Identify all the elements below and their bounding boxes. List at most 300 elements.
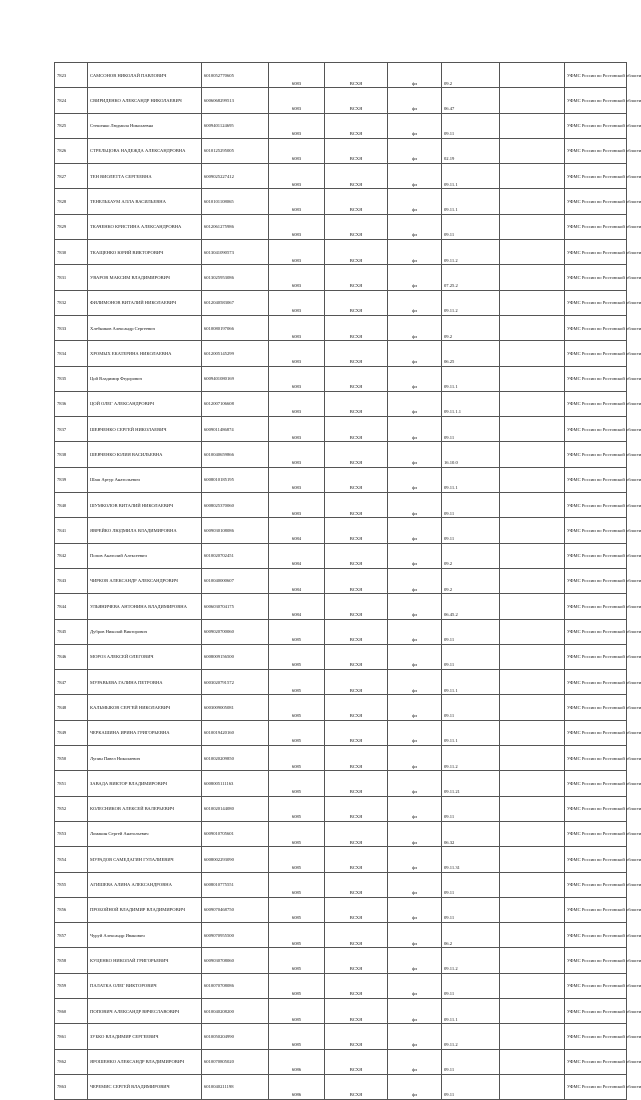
person-name: Попов Анатолий Алексеевич	[88, 543, 202, 568]
issuing-authority: УФМС России по Ростовской области	[565, 417, 627, 442]
section-code: ВСХЯ	[325, 872, 388, 897]
person-type: фл	[388, 670, 442, 695]
row-number: 7850	[55, 746, 88, 771]
person-name: КУЦЕНКО НИКОЛАЙ ГРИГОРЬЕВИЧ	[88, 948, 202, 973]
table-row	[55, 644, 627, 669]
empty-cell	[500, 948, 565, 973]
row-number: 7862	[55, 1049, 88, 1074]
person-type: фл	[388, 315, 442, 340]
division-code: 6085	[269, 720, 325, 745]
person-name: СВИРИДЕНКО АЛЕКСАНДР НИКОЛАЕВИЧ	[88, 88, 202, 113]
issuing-authority: УФМС России по Ростовской области	[565, 189, 627, 214]
document-number: 6012005145299	[202, 341, 269, 366]
table-row	[55, 568, 627, 593]
section-code: ВСХЯ	[325, 214, 388, 239]
issuing-authority: УФМС России по Ростовской области	[565, 821, 627, 846]
empty-cell	[500, 720, 565, 745]
document-number: 6009030108086	[202, 518, 269, 543]
person-type: фл	[388, 493, 442, 518]
division-code: 6085	[269, 923, 325, 948]
empty-cell	[500, 568, 565, 593]
document-number: 6010101108065	[202, 189, 269, 214]
table-row	[55, 341, 627, 366]
table-row	[55, 720, 627, 745]
row-number: 7855	[55, 872, 88, 897]
person-name: ФИЛИМОНОВ ВИТАЛИЙ НИКОЛАЕВИЧ	[88, 290, 202, 315]
issuing-authority: УФМС России по Ростовской области	[565, 366, 627, 391]
issuing-authority: УФМС России по Ростовской области	[565, 670, 627, 695]
document-number: 6013041090573	[202, 240, 269, 265]
table-row	[55, 619, 627, 644]
section-code: ВСХЯ	[325, 391, 388, 416]
article-code: 06.45.2	[442, 594, 500, 619]
table-row	[55, 948, 627, 973]
document-number: 6012061275986	[202, 214, 269, 239]
section-code: ВСХЯ	[325, 164, 388, 189]
row-number: 7849	[55, 720, 88, 745]
document-number: 6010040000607	[202, 568, 269, 593]
row-number: 7847	[55, 670, 88, 695]
table-row	[55, 63, 627, 88]
division-code: 6085	[269, 897, 325, 922]
person-name: ТКАЩЕНКО ЮРИЙ ВИКТОРОВИЧ	[88, 240, 202, 265]
empty-cell	[500, 189, 565, 214]
document-number: 6009070955500	[202, 923, 269, 948]
table-row	[55, 366, 627, 391]
row-number: 7863	[55, 1074, 88, 1099]
article-code: 06.25	[442, 341, 500, 366]
article-code: 09.2	[442, 543, 500, 568]
issuing-authority: УФМС России по Ростовской области	[565, 493, 627, 518]
section-code: ВСХЯ	[325, 113, 388, 138]
row-number: 7826	[55, 138, 88, 163]
article-code: 09.11	[442, 973, 500, 998]
person-type: фл	[388, 189, 442, 214]
issuing-authority: УФМС России по Ростовской области	[565, 63, 627, 88]
article-code: 09.11.31	[442, 847, 500, 872]
table-row	[55, 240, 627, 265]
empty-cell	[500, 240, 565, 265]
section-code: ВСХЯ	[325, 88, 388, 113]
issuing-authority: УФМС России по Ростовской области	[565, 1074, 627, 1099]
article-code: 09.11.2	[442, 240, 500, 265]
person-type: фл	[388, 1049, 442, 1074]
row-number: 7837	[55, 417, 88, 442]
article-code: 02.19	[442, 138, 500, 163]
empty-cell	[500, 1024, 565, 1049]
section-code: ВСХЯ	[325, 442, 388, 467]
row-number: 7831	[55, 265, 88, 290]
table-row	[55, 493, 627, 518]
article-code: 09.11	[442, 619, 500, 644]
empty-cell	[500, 391, 565, 416]
division-code: 6084	[269, 594, 325, 619]
section-code: ВСХЯ	[325, 290, 388, 315]
division-code: 6086	[269, 1049, 325, 1074]
person-type: фл	[388, 341, 442, 366]
person-type: фл	[388, 442, 442, 467]
empty-cell	[500, 63, 565, 88]
article-code: 06.2	[442, 923, 500, 948]
person-type: фл	[388, 973, 442, 998]
row-number: 7824	[55, 88, 88, 113]
section-code: ВСХЯ	[325, 670, 388, 695]
article-code: 09.11	[442, 518, 500, 543]
division-code: 6085	[269, 821, 325, 846]
document-number: 6010020144080	[202, 796, 269, 821]
section-code: ВСХЯ	[325, 897, 388, 922]
empty-cell	[500, 1074, 565, 1099]
section-code: ВСХЯ	[325, 543, 388, 568]
division-code: 6083	[269, 164, 325, 189]
person-type: фл	[388, 847, 442, 872]
document-number: 6010020702451	[202, 543, 269, 568]
division-code: 6083	[269, 391, 325, 416]
document-number: 6010080197066	[202, 315, 269, 340]
section-code: ВСХЯ	[325, 366, 388, 391]
table-row	[55, 164, 627, 189]
person-name: МУРАДОВ САМЕДАГИН ГУЛАЛИЕВИЧ	[88, 847, 202, 872]
issuing-authority: УФМС России по Ростовской области	[565, 568, 627, 593]
article-code: 09.11	[442, 897, 500, 922]
division-code: 6086	[269, 1074, 325, 1099]
division-code: 6085	[269, 644, 325, 669]
person-type: фл	[388, 467, 442, 492]
issuing-authority: УФМС России по Ростовской области	[565, 113, 627, 138]
table-row	[55, 315, 627, 340]
article-code: 09.11.1	[442, 467, 500, 492]
division-code: 6083	[269, 290, 325, 315]
section-code: ВСХЯ	[325, 1074, 388, 1099]
empty-cell	[500, 796, 565, 821]
division-code: 6083	[269, 315, 325, 340]
person-name: ШЕВЧЕНКО ЮЛИЯ ВАСИЛЬЕВНА	[88, 442, 202, 467]
article-code: 09.11	[442, 493, 500, 518]
article-code: 09.11	[442, 1049, 500, 1074]
person-name: ЧИРКОВ АЛЕКСАНДР АЛЕКСАНДРОВИЧ	[88, 568, 202, 593]
row-number: 7836	[55, 391, 88, 416]
document-number: 6010050204990	[202, 1024, 269, 1049]
section-code: ВСХЯ	[325, 467, 388, 492]
division-code: 6083	[269, 366, 325, 391]
table-row	[55, 442, 627, 467]
division-code: 6084	[269, 568, 325, 593]
table-row	[55, 973, 627, 998]
person-name: Цой Владимир Федорович	[88, 366, 202, 391]
section-code: ВСХЯ	[325, 746, 388, 771]
division-code: 6083	[269, 265, 325, 290]
table-row	[55, 897, 627, 922]
person-type: фл	[388, 746, 442, 771]
person-type: фл	[388, 518, 442, 543]
section-code: ВСХЯ	[325, 1049, 388, 1074]
division-code: 6083	[269, 493, 325, 518]
document-number: 6009401080169	[202, 366, 269, 391]
row-number: 7844	[55, 594, 88, 619]
document-number: 6009401124695	[202, 113, 269, 138]
document-number: 6008005111163	[202, 771, 269, 796]
person-name: Хлебников Александр Сергеевич	[88, 315, 202, 340]
division-code: 6084	[269, 518, 325, 543]
table-row	[55, 594, 627, 619]
empty-cell	[500, 998, 565, 1023]
person-name: Ломакин Сергей Анатольевич	[88, 821, 202, 846]
person-name: ШЕВЧЕНКО СЕРГЕЙ НИКОЛАЕВИЧ	[88, 417, 202, 442]
article-code: 09.11.1	[442, 164, 500, 189]
person-name: ТЕНЕЛЬБАУМ АЛЛА ВАСИЛЬЕВНА	[88, 189, 202, 214]
empty-cell	[500, 644, 565, 669]
empty-cell	[500, 366, 565, 391]
document-number: 6010040208200	[202, 998, 269, 1023]
section-code: ВСХЯ	[325, 644, 388, 669]
division-code: 6085	[269, 695, 325, 720]
table-row	[55, 796, 627, 821]
issuing-authority: УФМС России по Ростовской области	[565, 391, 627, 416]
person-type: фл	[388, 720, 442, 745]
person-name: ЗАВАДА ВИКТОР ВЛАДИМИРОВИЧ	[88, 771, 202, 796]
issuing-authority: УФМС России по Ростовской области	[565, 88, 627, 113]
division-code: 6083	[269, 467, 325, 492]
section-code: ВСХЯ	[325, 821, 388, 846]
person-type: фл	[388, 948, 442, 973]
document-number: 6008009156500	[202, 644, 269, 669]
article-code: 09.11.2	[442, 948, 500, 973]
row-number: 7838	[55, 442, 88, 467]
row-number: 7825	[55, 113, 88, 138]
table-row	[55, 214, 627, 239]
table-row	[55, 1074, 627, 1099]
person-name: ЧЕРКАШИНА ИРИНА ГРИГОРЬЕВНА	[88, 720, 202, 745]
person-name: ТЕН ВИОЛЕТТА СЕРГЕЕВНА	[88, 164, 202, 189]
issuing-authority: УФМС России по Ростовской области	[565, 847, 627, 872]
division-code: 6083	[269, 138, 325, 163]
empty-cell	[500, 341, 565, 366]
section-code: ВСХЯ	[325, 619, 388, 644]
section-code: ВСХЯ	[325, 948, 388, 973]
division-code: 6083	[269, 88, 325, 113]
division-code: 6083	[269, 63, 325, 88]
division-code: 6083	[269, 341, 325, 366]
empty-cell	[500, 164, 565, 189]
person-type: фл	[388, 290, 442, 315]
person-name: КОЛЕСНИКОВ АЛЕКСЕЙ ВАЛЕРЬЕВИЧ	[88, 796, 202, 821]
table-row	[55, 467, 627, 492]
row-number: 7834	[55, 341, 88, 366]
issuing-authority: УФМС России по Ростовской области	[565, 746, 627, 771]
issuing-authority: УФМС России по Ростовской области	[565, 695, 627, 720]
section-code: ВСХЯ	[325, 568, 388, 593]
section-code: ВСХЯ	[325, 695, 388, 720]
person-name: ШУМКОЛОВ ВИТАЛИЙ НИКОЛАЕВИЧ	[88, 493, 202, 518]
document-number: 6003020791572	[202, 670, 269, 695]
person-name: Лупин Павел Николаевич	[88, 746, 202, 771]
document-number: 6009030708060	[202, 948, 269, 973]
article-code: 09.11	[442, 417, 500, 442]
article-code: 09.11.1	[442, 670, 500, 695]
issuing-authority: УФМС России по Ростовской области	[565, 897, 627, 922]
person-type: фл	[388, 923, 442, 948]
person-name: Дубров Николай Викторович	[88, 619, 202, 644]
empty-cell	[500, 214, 565, 239]
table-row	[55, 695, 627, 720]
article-code: 06.47	[442, 88, 500, 113]
row-number: 7854	[55, 847, 88, 872]
issuing-authority: УФМС России по Ростовской области	[565, 467, 627, 492]
person-type: фл	[388, 644, 442, 669]
section-code: ВСХЯ	[325, 240, 388, 265]
person-name: ЧЕРЕМИС СЕРГЕЙ ВЛАДИМИРОВИЧ	[88, 1074, 202, 1099]
document-number: 6008002293090	[202, 847, 269, 872]
person-name: ЦОЙ ОЛЕГ АЛЕКСАНДРОВИЧ	[88, 391, 202, 416]
row-number: 7861	[55, 1024, 88, 1049]
article-code: 09.11	[442, 214, 500, 239]
empty-cell	[500, 973, 565, 998]
article-code: 09.11.1	[442, 720, 500, 745]
person-name: СТРЕЛЬЦОВА НАДЕЖДА АЛЕКСАНДРОВНА	[88, 138, 202, 163]
table-row	[55, 872, 627, 897]
division-code: 6085	[269, 948, 325, 973]
article-code: 16.10.0	[442, 442, 500, 467]
row-number: 7843	[55, 568, 88, 593]
article-code: 09.11.1	[442, 189, 500, 214]
person-name: УЛЬЯНИЧЕВА АНТОНИНА ВЛАДИМИРОВНА	[88, 594, 202, 619]
article-code: 09.11	[442, 796, 500, 821]
person-type: фл	[388, 1074, 442, 1099]
empty-cell	[500, 847, 565, 872]
table-row	[55, 189, 627, 214]
person-name: КАЛЬМЫКОВ СЕРГЕЙ НИКОЛАЕВИЧ	[88, 695, 202, 720]
empty-cell	[500, 897, 565, 922]
article-code: 09.11.1.1	[442, 391, 500, 416]
empty-cell	[500, 923, 565, 948]
person-name: ЯРОШЕНКО АЛЕКСАНДР ВЛАДИМИРОВИЧ	[88, 1049, 202, 1074]
person-type: фл	[388, 796, 442, 821]
empty-cell	[500, 442, 565, 467]
row-number: 7839	[55, 467, 88, 492]
section-code: ВСХЯ	[325, 518, 388, 543]
section-code: ВСХЯ	[325, 1024, 388, 1049]
division-code: 6083	[269, 442, 325, 467]
row-number: 7848	[55, 695, 88, 720]
division-code: 6083	[269, 214, 325, 239]
row-number: 7842	[55, 543, 88, 568]
person-type: фл	[388, 164, 442, 189]
issuing-authority: УФМС России по Ростовской области	[565, 948, 627, 973]
table-row	[55, 88, 627, 113]
section-code: ВСХЯ	[325, 493, 388, 518]
person-type: фл	[388, 391, 442, 416]
section-code: ВСХЯ	[325, 265, 388, 290]
division-code: 6085	[269, 619, 325, 644]
issuing-authority: УФМС России по Ростовской области	[565, 341, 627, 366]
person-type: фл	[388, 366, 442, 391]
row-number: 7856	[55, 897, 88, 922]
person-name: Стешенко Людмила Николаевна	[88, 113, 202, 138]
article-code: 09.2	[442, 568, 500, 593]
person-name: ХРОМЫХ ЕКАТЕРИНА НИКОЛАЕВНА	[88, 341, 202, 366]
person-name: Шаш Артур Анатольевич	[88, 467, 202, 492]
empty-cell	[500, 746, 565, 771]
document-number: 6008010775551	[202, 872, 269, 897]
document-number: 6010070708086	[202, 973, 269, 998]
table-row	[55, 670, 627, 695]
empty-cell	[500, 315, 565, 340]
section-code: ВСХЯ	[325, 138, 388, 163]
section-code: ВСХЯ	[325, 847, 388, 872]
document-number: 6008010185195	[202, 467, 269, 492]
empty-cell	[500, 138, 565, 163]
row-number: 7845	[55, 619, 88, 644]
row-number: 7859	[55, 973, 88, 998]
person-type: фл	[388, 897, 442, 922]
issuing-authority: УФМС России по Ростовской области	[565, 240, 627, 265]
document-number: 6010040211198	[202, 1074, 269, 1099]
person-type: фл	[388, 771, 442, 796]
person-type: фл	[388, 619, 442, 644]
table-row	[55, 417, 627, 442]
row-number: 7832	[55, 290, 88, 315]
table-row	[55, 265, 627, 290]
division-code: 6085	[269, 771, 325, 796]
division-code: 6085	[269, 998, 325, 1023]
person-type: фл	[388, 138, 442, 163]
issuing-authority: УФМС России по Ростовской области	[565, 619, 627, 644]
issuing-authority: УФМС России по Ростовской области	[565, 720, 627, 745]
division-code: 6083	[269, 189, 325, 214]
document-number: 6010040659866	[202, 442, 269, 467]
person-type: фл	[388, 63, 442, 88]
person-type: фл	[388, 543, 442, 568]
issuing-authority: УФМС России по Ростовской области	[565, 594, 627, 619]
table-row	[55, 113, 627, 138]
empty-cell	[500, 1049, 565, 1074]
person-name: ЯВРЕЙКО ЛЮДМИЛА ВЛАДИМИРОВНА	[88, 518, 202, 543]
row-number: 7833	[55, 315, 88, 340]
section-code: ВСХЯ	[325, 923, 388, 948]
document-number: 6010125295005	[202, 138, 269, 163]
article-code: 09.11.2	[442, 1024, 500, 1049]
section-code: ВСХЯ	[325, 63, 388, 88]
table-row	[55, 821, 627, 846]
issuing-authority: УФМС России по Ростовской области	[565, 644, 627, 669]
person-name: ПОПОВИЧ АЛЕКСАНДР ВЯЧЕСЛАВОВИЧ	[88, 998, 202, 1023]
empty-cell	[500, 113, 565, 138]
section-code: ВСХЯ	[325, 998, 388, 1023]
empty-cell	[500, 290, 565, 315]
issuing-authority: УФМС России по Ростовской области	[565, 164, 627, 189]
issuing-authority: УФМС России по Ростовской области	[565, 315, 627, 340]
document-number: 6009020700060	[202, 619, 269, 644]
empty-cell	[500, 543, 565, 568]
row-number: 7827	[55, 164, 88, 189]
division-code: 6085	[269, 746, 325, 771]
issuing-authority: УФМС России по Ростовской области	[565, 138, 627, 163]
issuing-authority: УФМС России по Ростовской области	[565, 442, 627, 467]
table-row	[55, 1049, 627, 1074]
person-type: фл	[388, 1024, 442, 1049]
row-number: 7835	[55, 366, 88, 391]
empty-cell	[500, 594, 565, 619]
document-number: 6010020209850	[202, 746, 269, 771]
empty-cell	[500, 493, 565, 518]
article-code: 09.11	[442, 644, 500, 669]
table-row	[55, 1024, 627, 1049]
person-type: фл	[388, 88, 442, 113]
person-type: фл	[388, 240, 442, 265]
row-number: 7830	[55, 240, 88, 265]
person-type: фл	[388, 695, 442, 720]
document-number: 6010052770605	[202, 63, 269, 88]
